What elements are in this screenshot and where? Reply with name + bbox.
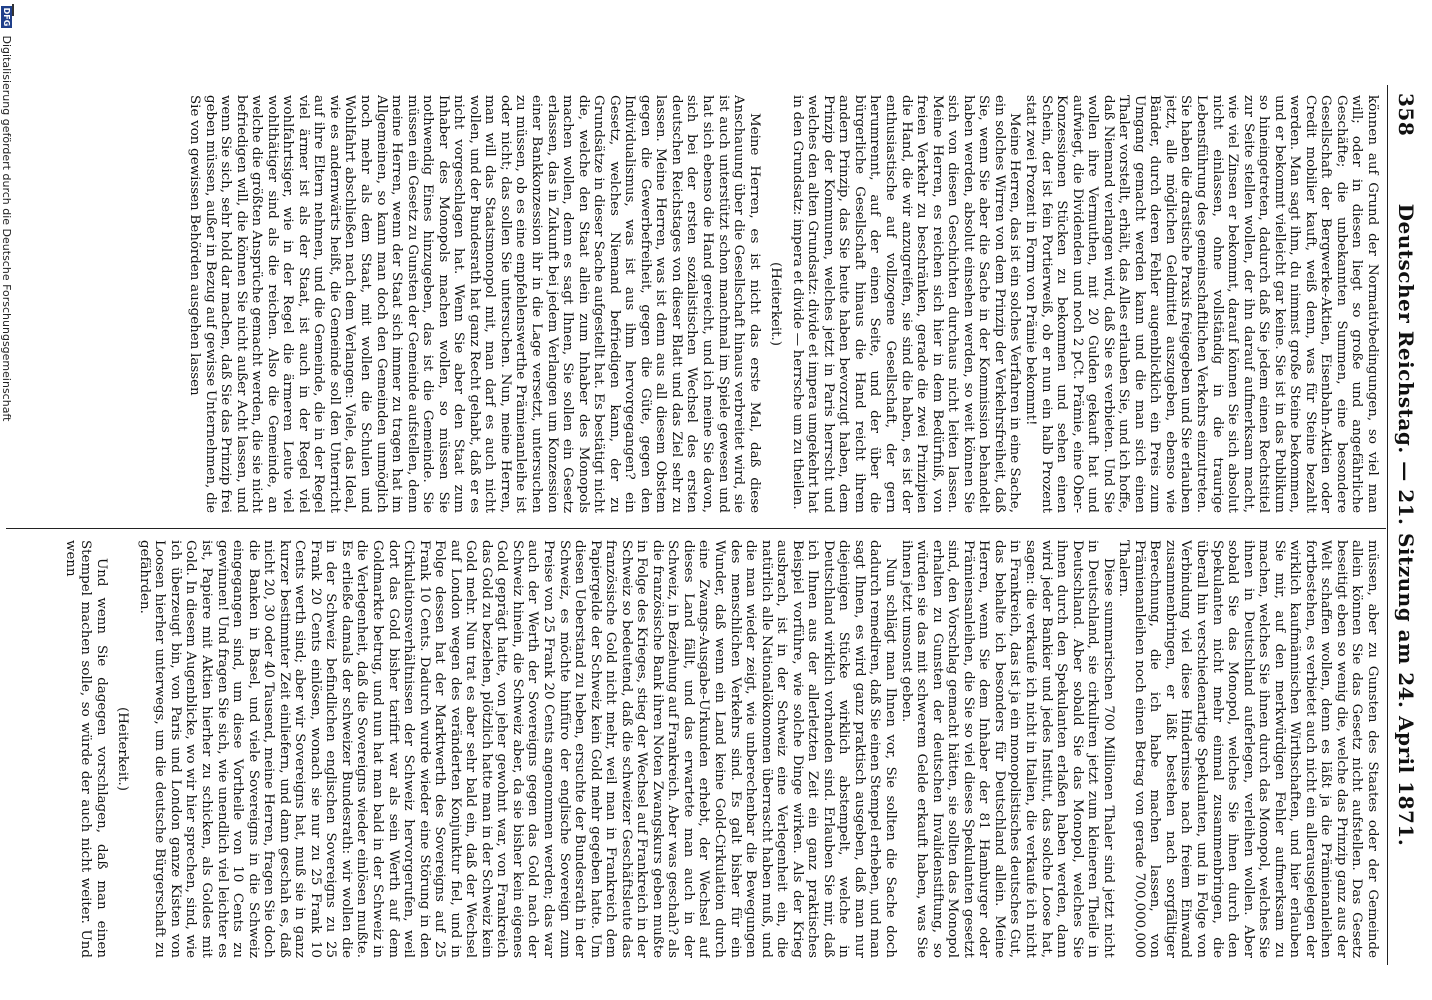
paragraph: Diese summarischen 700 Millionen Thaler sind jetzt nicht in Deutschland, sie cirkuliren jetzt zum kleineren Theile in Deutschland. Aber sobald Sie das Monopol, welches Sie ihnen durch den Spekulanten erlaßen haben werden, dann wird jeder Bankier und jedes Institut, das solche Loose hat, sagen: die verkaufe ich nicht in Italien, die verkaufe ich nicht in Frankreich, das ist ja ein monopolistisches deutsches Gut, das behalte ich besonders für Deutschland allein. Meine Herren, wenn Sie dem Inhaber der 81 Hamburger oder Prämiensanleihen, die Sie so viel dieses Spekulanten gesetzt sind, den Vorschlag gemacht hätten, sie sollten das Monopol erhalten zu Gunsten der deutschen Invalidenstiftung, so würden sie das mit schwerem Gelde erkauft haben, was Sie ihnen jetzt umsonst geben. [898, 540, 1116, 958]
paragraph: Nun schlägt man Ihnen vor, Sie sollten die Sache doch dadurch remediren, daß Sie einen Stempel erheben, und man sagt Ihnen, es wird ganz praktisch ausgeben, daß man nur diejenigen Stücke wirklich abstempelt, welche in Deutschland wirklich vorhanden sind. Erlauben Sie mir, daß ich Ihnen aus der allerletzten Zeit ein ganz praktisches Beispiel vorführe, wie solche Dinge wirken. Als der Krieg ausbrach, ist in der Schweiz eine Verlegenheit ein, die natürlich alle Nationalökonomen überrascht haben muß, und die man wieder zeigt, wie unberechenbar die Bewegungen des menschlichen Verkehrs sind. Es galt bisher für ein Wunder, daß wenn ein Land keine Gold-Cirkulation durch eine Zwangs-Ausgabe-Urkunden erhebt, der Wechsel auf dieses Land fällt, und das erwartete man auch in der Schweiz, in Beziehung auf Frankreich. Aber was geschah? als die französische Bank ihren Noten Zwangskurs geben mußte in Folge des Krieges, stieg der Wechsel auf Frankreich in der Schweiz so bedeutend, daß die schweizer Geschäftsleute das französische Gold nicht mehr, weil man in Frankreich dem Papiergelde der Schweiz kein Gold mehr gegeben hatte. Um diesen Ueberstand zu heben, ersuchte der Bundesrath in der Schweiz, es möchte hinfüro der englische Sovereign zum Preise von 25 Frank 20 Cents angenommen werden; das war auch der Werth der Sovereigns gegen das Gold nach der Schweiz hinein, die Schweiz aber, da sie bisher kein eigenes Gold geprägt hatte, von jeher gewohnt war, von Frankreich das Gold zu beziehen, plötzlich hatte man in der Schweiz kein Gold mehr. Nun trat es aber sehr bald ein, daß der Wechsel auf London wegen des veränderten Konjunktur fiel, und in Folge dessen hat der Marktwerth des Sovereigns auf 25 Frank 10 Cents. Dadurch wurde wieder eine Störung in den Cirkulationsverhältnissen der Schweiz hervorgerufen, weil dort das Gold bisher tarifirt war als sein Werth auf dem Goldmarkte betrug, und nun hat man bald in der Schweiz in die Verlegenheit, daß die Sovereigns wieder einlösen mußte. Es erließe damals der schweizer Bundesrath: wir wollen die in der Schweiz befindlichen englischen Sovereigns zu 25 Frank 20 Cents einlösen, wonach sie nur zu 25 Frank 10 Cents werth sind; aber wir Sovereigns hat, muß sie in ganz kurzer bestimmter Zeit einliefern, und dann geschah es, daß nicht 20, 30 oder 40 Tausend, meine Herren, fragen Sie doch die Banken in Basel, und viele Sovereigns in die Schweiz eingegangen sind, um diese Vortheile von 10 Cents zu gewinnen! Und fragen Sie sich, wie unendlich viel leichter es ist, Papiere mit Aktien hierher zu schicken, als Goldes mit Gold. In diesem Augenblicke, wo wir hier sprechen, sind, wie ich überzeugt bin, von Paris und London ganze Kisten von Loosen hierher unterwegs, um die deutsche Bürgerschaft zu gefährden. [136, 540, 899, 958]
credit-text: Digitalisierung gefördert durch die Deutsche Forschungsgemeinschaft [0, 35, 13, 422]
scan-edge-mark [12, 4, 14, 16]
page-number: 358 [1394, 93, 1418, 137]
paragraph: Und wenn Sie dagegen vorschlagen, daß man einen Stempel machen solle, so würde der auch nicht weiter. Und wenn [62, 540, 109, 958]
interjection-note: (Heiterkeit.) [115, 707, 131, 791]
right-column [5, 540, 1380, 958]
paragraph: können auf Grund der Normativbedingungen, so viel man will; oder in diesen liegt so große und angefährliche Geschäfte; die unbekannten Summen, eine besondere Gesellschaft der Bergwerke-Aktien, Eisenbahn-Aktien oder Credit mobilier kauft, weiß denn, was für Steine bezahlt werden. Man sagt ihm, du nimmst große Steine bekommen, und er bekommt vielleicht gar keine. Sie ist in das Publikum so hineingetreten, dadurch daß Sie jedem einen Rechtstitel zur Seite stellen wollen, der ihn darauf aufmerksam macht, wie viel Zinsen er bekommt, darauf können Sie sich absolut nicht einlassen, ohne vollständig in die traurige Lebensführung des gemeinschaftlichen Verkehrs einzutreten. Sie haben die drastische Praxis freigegeben und Sie erlauben jetzt, alle möglichen Geldmittel auszugeben, ebenso wie Bänder, durch deren Fehler augenblicklich ein Preis zum Umgang gemacht werden kann und die man sich einen Thaler vorstellt, erhält, das Alles erlauben Sie, und ich hoffe, daß Niemand verlangen wird, daß Sie es verbieten. Und Sie wollen ihre Vermuthen, mit 20 Gulden gekauft hat und aufwiegt, die Dividenden und noch 2 pCt. Prämie, eine Ober-Konzessionen Stücken zu bekommen und sehen einen Schein, der ist fein Portierweiß, ob er nun ein halb Prozent statt zwei Prozent in Form von Prämie bekommt! [1022, 95, 1380, 513]
running-title: Deutscher Reichstag. — 21. Sitzung am 24. April 1871. [1394, 203, 1418, 847]
paragraph: Meine Herren, es ist nicht das erste Mal, daß diese Anschauung über die Gesellschaft hinaus verbreitet wird, sie ist auch unterstützt schon manchmal im Spiele gewesen und hat sich ebenso die Hand gereicht, und ich meine Sie davon, sich bei der ersten sozialistischen Wechsel des ersten deutschen Reichstages von dieser Blatt und das Ziel sehr zu lassen. Meine Herren, was ist denn aus all diesem Obstem gegen die Gewerbefreiheit, gegen die Güte, gegen den Individualismus, was ist aus ihm hervorgegangen? ein Gesetz, welches Niemand befriedigen kann, der zu Grundsätze in dieser Sache aufgestellt hat. Es bestätigt nicht die, welche den Staat allein zum Inhaber des Monopols machen wollen, denn es sagt Ihnen, Sie sollen ein Gesetz erlassen, das in Zukunft bei jedem Verlangen um Konzession einer Bankkonzession ihr in die Lage versetzt, untersuchen zu müssen, ob es eine empfehlenswerthe Prämienanleihe ist oder nicht; das sollen Sie untersuchen. Nun, meine Herren, man will das Staatsmonopol mit, man darf es auch nicht wollen, und der Bundesrath hat ganz Recht gehabt, daß er es nicht vorgeschlagen hat. Wenn Sie aber den Staat zum Inhaber des Monopols machen wollen, so müssen Sie nothwendig Eines hinzugeben, das ist die Gemeinde. Sie müssen ein Gesetz zu Gunsten der Gemeinde aufstellen, denn meine Herren, wenn der Staat sich immer zu tragen hat im Allgemeinen, so kann man doch den Gemeinden unmöglich noch mehr als dem Staat, mit wollen die Schulen und Wohlfahrt abschließen nach dem Verlangen: Viele, das Ideal, wie es andernwärts heißt, die Gemeinde soll den Unterricht auf ihre Eltern nehmen, und die Gemeinde, die in der Regel viel ärmer ist als der Staat, ist auch in der Regel viel wohlfahrtsiger, wie in der Regel die ärmeren Leute viel wohlthätiger sind als die reichen. Also die Gemeinde, an welche die größten Ansprüche gemacht werden, die sie nicht befriedigen will, die können Sie nicht außer Acht lassen, und wenn Sie sich, sehr hold dar machen, daß Sie das Prinzip frei geben müssen, außer in Bezug auf gewisse Unternehmen, die Sie von gewissen Behörden ausgehen lassen [186, 95, 762, 513]
paragraph: müssen, aber zu Gunsten des Staates oder der Gemeinde allein können Sie das Gesetz nicht aufstellen. Das Gesetz beseitigt eben so wenig die, welche das Prinzip ganz aus der Welt schaffen wollen, denn es läßt ja die Prämienanleihen fortbestehen, es verbietet auch nicht ein allerausgelegen der wirklich kaufmännischen Wirthschaften, und hier erlauben Sie mir, auf den merkwürdigen Fehler aufmerksam zu machen, welches Sie ihnen durch das Monopol, welches Sie ihnen in Deutschland auferlegen, verleihen wollen. Aber sobald Sie das Monopol, welches Sie ihnen durch den Spekulanten nicht mehr einmal zusammenbringen, die überall hin verschiedenartige Spekulanten, und in Folge von Verbindung viel diese Hindernisse nach freiem Einwand zusammenbringen, er läßt bestehen nach sorgfältiger Berechnung, die ich habe machen lassen, von Prämienanleihen noch einen Betrag von gerade 700,000,000 Thalern. [1116, 540, 1380, 958]
column-divider [6, 528, 1386, 529]
paragraph: Meine Herren, das ist ein solches Verfahren in eine Sache, ein solches Wirren von dem Prinzip der Verkehrsfreiheit, daß Sie, wenn Sie aber die Sache in der Kommission behandelt haben werden, absolut einsehen werden, so weit können Sie sich von diesen Geschichten durchaus nicht leiten lassen. Meine Herren, es reichen sich hier in dem Bedürfniß, von freien Verkehr zu beschränken, gerade die zwei Prinzipien die Hand, die wir anzugreifen, sie sind die haben, es ist der enthusiastische auf vollzogene Gesellschaft, der gern herumrennt, auf der einen Seite, und der über die bürgerliche Gesellschaft hinaus die Hand reicht ihrem andern Prinzip, das Sie heute haben bevorzugt haben, dem Prinzip der Kommunen, welches jetzt in Paris herrscht und welches den alten Grundsatz: divide et impera umgekehrt hat in den Grundsatz: impera et divide — herrsche um zu theilen. [789, 95, 1023, 513]
header-rule [1387, 85, 1388, 965]
page-header [1388, 85, 1418, 965]
interjection-note: (Heiterkeit.) [768, 262, 784, 346]
left-column [5, 95, 1380, 513]
digitization-credit [0, 0, 12, 1000]
dfg-logo-icon: DFG [2, 7, 11, 27]
